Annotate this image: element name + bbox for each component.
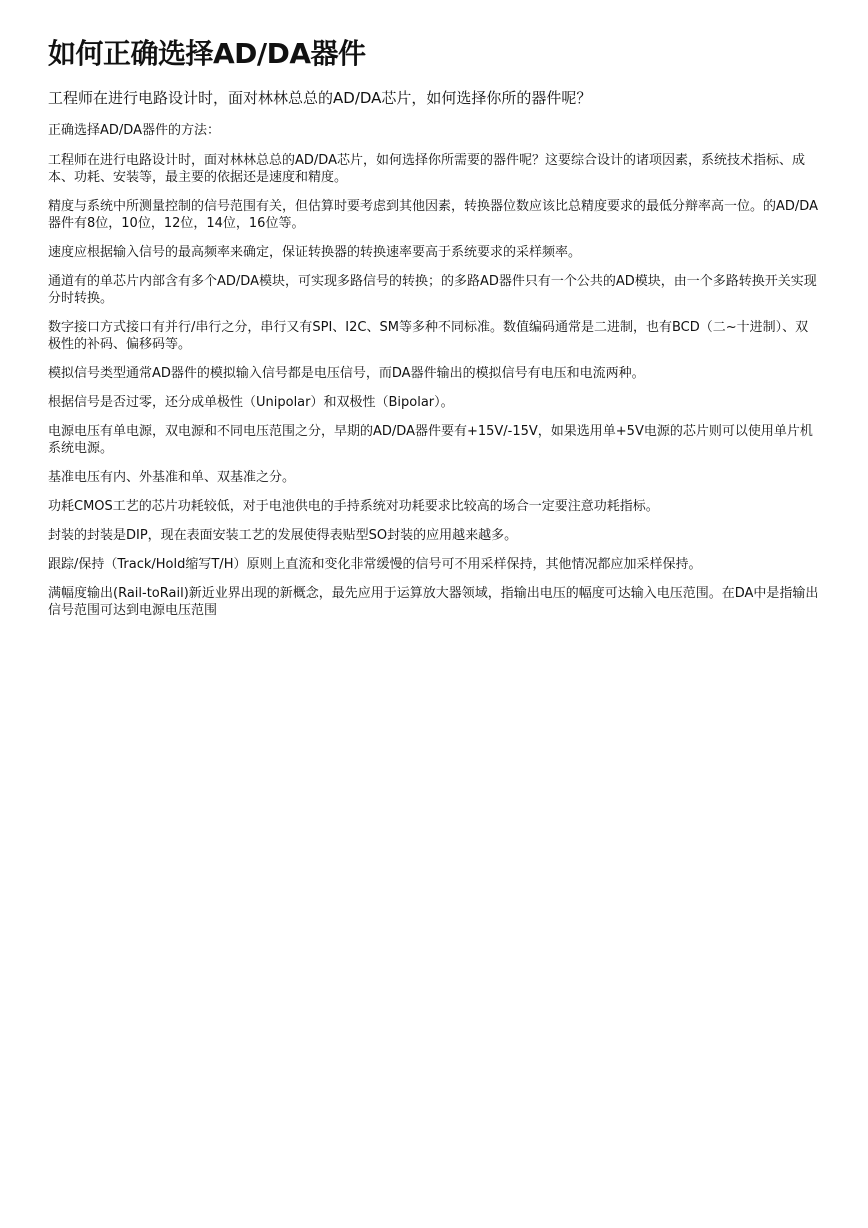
paragraph-package: 封装的封装是DIP，现在表面安装工艺的发展使得表贴型SO封装的应用越来越多。 [48,528,518,543]
paragraph-digital-interface: 数字接口方式接口有并行/串行之分，串行又有SPI、I2C、SM等多种不同标准。数值编码通常是二进制，也有BCD（二~十进制）、双极性的补码、偏移码等。 [48,320,809,352]
paragraph-polarity: 根据信号是否过零，还分成单极性（Unipolar）和双极性（Bipolar）。 [48,395,454,410]
paragraph-overview: 工程师在进行电路设计时，面对林林总总的AD/DA芯片，如何选择你所需要的器件呢？这要综合设计的诸项因素，系统技术指标、成本、功耗、安装等，最主要的依据还是速度和精度。 [48,153,805,185]
paragraph-power-consumption: 功耗CMOS工艺的芯片功耗较低，对于电池供电的手持系统对功耗要求比较高的场合一定要注意功耗指标。 [48,499,659,514]
paragraph-channels: 通道有的单芯片内部含有多个AD/DA模块，可实现多路信号的转换；的多路AD器件只有一个公共的AD模块，由一个多路转换开关实现分时转换。 [48,274,817,306]
paragraph-power-supply: 电源电压有单电源，双电源和不同电压范围之分，早期的AD/DA器件要有+15V/-15V，如果选用单+5V电源的芯片则可以使用单片机系统电源。 [48,424,813,456]
method-heading: 正确选择AD/DA器件的方法： [48,123,220,138]
paragraph-track-hold: 跟踪/保持（Track/Hold缩写T/H）原则上直流和变化非常缓慢的信号可不用采样保持，其他情况都应加采样保持。 [48,557,702,572]
paragraph-precision: 精度与系统中所测量控制的信号范围有关，但估算时要考虑到其他因素，转换器位数应该比总精度要求的最低分辩率高一位。的AD/DA器件有8位，10位，12位，14位，16位等。 [48,199,818,231]
paragraph-analog-signal-type: 模拟信号类型通常AD器件的模拟输入信号都是电压信号，而DA器件输出的模拟信号有电压和电流两种。 [48,366,645,381]
paragraph-reference-voltage: 基准电压有内、外基准和单、双基准之分。 [48,470,296,485]
page-title: 如何正确选择AD/DA器件 [48,37,366,70]
page-subtitle: 工程师在进行电路设计时，面对林林总总的AD/DA芯片，如何选择你所的器件呢？ [48,89,592,107]
paragraph-speed: 速度应根据输入信号的最高频率来确定，保证转换器的转换速率要高于系统要求的采样频率。 [48,245,582,260]
paragraph-rail-to-rail: 满幅度输出(Rail-toRail)新近业界出现的新概念，最先应用于运算放大器领域，指输出电压的幅度可达输入电压范围。在DA中是指输出信号范围可达到电源电压范围 [48,586,819,618]
